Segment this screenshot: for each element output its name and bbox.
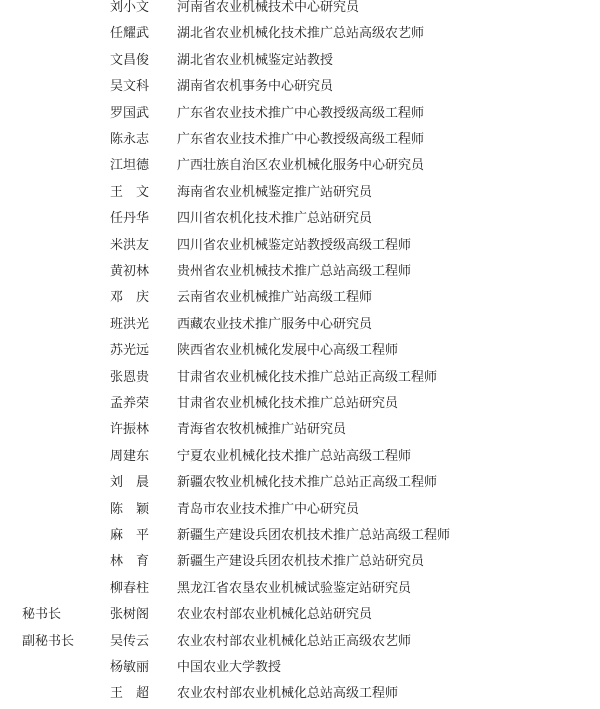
member-name: 周建东 — [110, 448, 150, 464]
member-row — [0, 655, 600, 681]
member-row — [0, 206, 600, 232]
member-name: 麻 平 — [110, 528, 150, 543]
member-organization: 陕西省农业机械化发展中心高级工程师 — [177, 343, 399, 359]
member-organization: 农业农村部农业机械化总站正高级农艺师 — [177, 633, 412, 649]
member-name: 吴传云 — [110, 633, 150, 649]
member-organization: 新疆生产建设兵团农机技术推广总站高级工程师 — [177, 528, 451, 543]
member-name: 陈永志 — [110, 132, 150, 147]
member-row — [0, 602, 600, 628]
member-name: 任丹华 — [110, 211, 150, 227]
member-row — [0, 497, 600, 523]
member-organization: 海南省农业机械鉴定推广站研究员 — [177, 184, 373, 200]
member-name: 刘 晨 — [110, 475, 150, 491]
member-name: 许振林 — [110, 422, 150, 438]
member-row — [0, 391, 600, 417]
member-name: 林 育 — [110, 554, 150, 570]
member-row — [0, 0, 600, 21]
member-name: 班洪光 — [110, 316, 150, 332]
member-row — [0, 338, 600, 364]
member-name: 罗国武 — [110, 105, 150, 121]
member-row — [0, 285, 600, 311]
member-row — [0, 153, 600, 179]
member-name: 米洪友 — [110, 237, 150, 253]
member-organization: 甘肃省农业机械化技术推广总站正高级工程师 — [177, 369, 438, 385]
member-row — [0, 48, 600, 74]
member-organization: 宁夏农业机械化技术推广总站高级工程师 — [177, 448, 412, 464]
member-row — [0, 629, 600, 655]
member-name: 刘小文 — [110, 0, 150, 15]
member-role: 副秘书长 — [22, 633, 75, 649]
member-row — [0, 259, 600, 285]
member-name: 黄初林 — [110, 264, 150, 279]
member-organization: 广西壮族自治区农业机械化服务中心研究员 — [177, 158, 425, 174]
member-name: 苏光远 — [110, 343, 150, 359]
member-row — [0, 180, 600, 206]
member-organization: 湖北省农业机械鉴定站教授 — [177, 52, 334, 68]
member-organization: 四川省农机化技术推广总站研究员 — [177, 211, 373, 227]
member-row — [0, 523, 600, 549]
member-role: 秘书长 — [22, 607, 62, 623]
member-row — [0, 101, 600, 127]
member-organization: 甘肃省农业机械化技术推广总站研究员 — [177, 396, 399, 411]
member-name: 文昌俊 — [110, 52, 150, 68]
member-organization: 中国农业大学教授 — [177, 660, 282, 675]
member-organization: 广东省农业技术推广中心教授级高级工程师 — [177, 105, 425, 121]
member-name: 张恩贵 — [110, 369, 150, 385]
member-name: 邓 庆 — [110, 290, 150, 306]
member-organization: 云南省农业机械推广站高级工程师 — [177, 290, 373, 306]
member-row — [0, 312, 600, 338]
member-name: 吴文科 — [110, 79, 150, 95]
member-row — [0, 681, 600, 707]
member-organization: 农业农村部农业机械化总站研究员 — [177, 607, 373, 623]
member-organization: 黑龙江省农垦农业机械试验鉴定站研究员 — [177, 580, 412, 596]
member-organization: 新疆农牧业机械化技术推广总站正高级工程师 — [177, 475, 438, 491]
member-row — [0, 127, 600, 153]
member-row — [0, 470, 600, 496]
member-row — [0, 549, 600, 575]
member-row — [0, 233, 600, 259]
member-name: 杨敏丽 — [110, 660, 150, 675]
member-organization: 青海省农牧机械推广站研究员 — [177, 422, 347, 438]
member-organization: 贵州省农业机械技术推广总站高级工程师 — [177, 264, 412, 279]
member-name: 孟养荣 — [110, 396, 150, 411]
member-row — [0, 576, 600, 602]
member-name: 江坦德 — [110, 158, 150, 174]
member-organization: 湖北省农业机械化技术推广总站高级农艺师 — [177, 26, 425, 42]
member-name: 王 超 — [110, 686, 150, 702]
member-name: 张树阁 — [110, 607, 150, 623]
member-name: 王 文 — [110, 184, 150, 200]
member-organization: 四川省农业机械鉴定站教授级高级工程师 — [177, 237, 412, 253]
member-organization: 青岛市农业技术推广中心研究员 — [177, 501, 360, 517]
member-row — [0, 444, 600, 470]
member-organization: 广东省农业技术推广中心教授级高级工程师 — [177, 132, 425, 147]
member-organization: 农业农村部农业机械化总站高级工程师 — [177, 686, 399, 702]
member-row — [0, 417, 600, 443]
member-organization: 新疆生产建设兵团农机技术推广总站研究员 — [177, 554, 425, 570]
member-name: 任耀武 — [110, 26, 150, 42]
member-name: 陈 颖 — [110, 501, 150, 517]
member-organization: 河南省农业机械技术中心研究员 — [177, 0, 360, 15]
member-name: 柳春柱 — [110, 580, 150, 596]
member-organization: 湖南省农机事务中心研究员 — [177, 79, 334, 95]
member-row — [0, 74, 600, 100]
member-organization: 西藏农业技术推广服务中心研究员 — [177, 316, 373, 332]
member-row — [0, 21, 600, 47]
member-row — [0, 365, 600, 391]
